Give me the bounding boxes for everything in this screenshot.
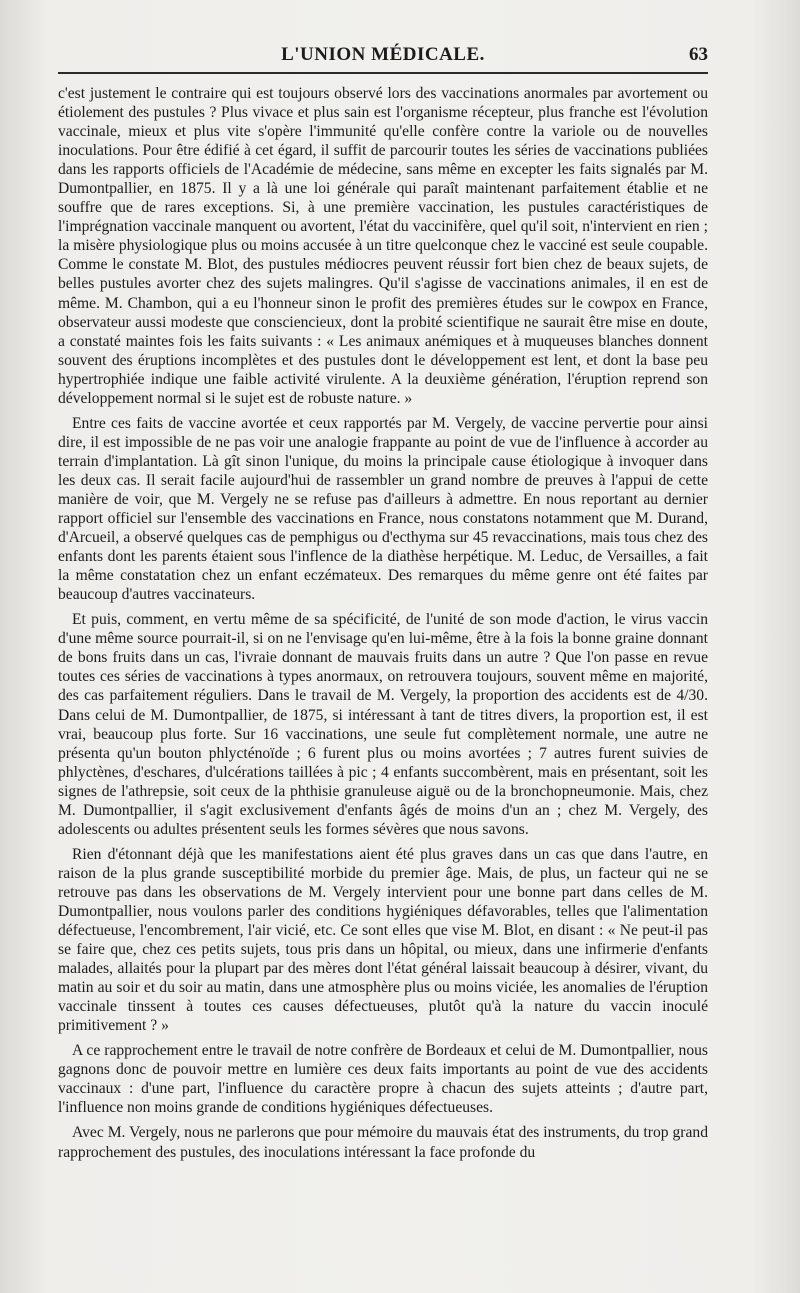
paragraph-5: A ce rapprochement entre le travail de notre confrère de Bordeaux et celui de M. Dumontpallier, nous gagnons donc de pouvoir mettre en lumière ces deux faits importants au point de vue des accidents vaccinaux : d'une part, l'influence du caractère propre à chacun des sujets atteints ; d'autre part, l'influence non moins grande de conditions hygiéniques défectueuses. xyxy=(58,1042,708,1117)
page-header xyxy=(58,38,708,74)
paragraph-3: Et puis, comment, en vertu même de sa spécificité, de l'unité de son mode d'action, le virus vaccin d'une même source pourrait-il, si on ne l'envisage qu'en lui-même, être à la fois la bonne graine donnant de bons fruits dans un cas, l'ivraie donnant de mauvais fruits dans un autre ? Que l'on passe en revue toutes ces séries de vaccinations à types anormaux, on retrouvera toujours, souvent même en majorité, des cas parfaitement réguliers. Dans le travail de M. Vergely, la proportion des accidents est de 4/30. Dans celui de M. Dumontpallier, de 1875, si intéressant à tant de titres divers, la proportion est, il est vrai, beaucoup plus forte. Sur 16 vaccinations, une seule fut complètement normale, une autre ne présenta qu'un bouton phlycténoïde ; 6 furent plus ou moins avortées ; 7 autres furent suivies de phlyctènes, d'eschares, d'ulcérations taillées à pic ; 4 enfants succombèrent, mais en présentant, soit les signes de l'athrepsie, soit ceux de la phthisie granuleuse aiguë ou de la bronchopneumonie. Mais, chez M. Dumontpallier, il s'agit exclusivement d'enfants âgés de moins d'un an ; chez M. Vergely, des adolescents ou adultes présentent seuls les formes sévères que nous savons. xyxy=(58,611,708,838)
paragraph-4: Rien d'étonnant déjà que les manifestations aient été plus graves dans un cas que dans l'autre, en raison de la plus grande susceptibilité morbide du premier âge. Mais, de plus, un facteur qui ne se retrouve pas dans les observations de M. Vergely intervient pour une bonne part dans celles de M. Dumontpallier, nous voulons parler des conditions hygiéniques défavorables, telles que l'alimentation défectueuse, l'encombrement, l'air vicié, etc. Ce sont elles que vise M. Blot, en disant : « Ne peut-il pas se faire que, chez ces petits sujets, tous pris dans un hôpital, ou mieux, dans une infirmerie d'enfants malades, allaités pour la plupart par des mères dont l'état général laissait beaucoup à désirer, vivant, du matin au soir et du soir au matin, dans une atmosphère plus ou moins viciée, les anomalies de l'éruption vaccinale tinssent à toutes ces causes défectueuses, plutôt qu'à la nature du vaccin inoculé primitivement ? » xyxy=(58,845,708,1035)
paragraph-2: Entre ces faits de vaccine avortée et ceux rapportés par M. Vergely, de vaccine pervertie pour ainsi dire, il est impossible de ne pas voir une analogie frappante au point de vue de l'influence à accorder au terrain d'implantation. Là gît sinon l'unique, du moins la principale cause étiologique à invoquer dans les deux cas. Il serait facile aujourd'hui de rassembler un grand nombre de preuves à l'appui de cette manière de voir, que M. Vergely ne se refuse pas d'ailleurs à admettre. En nous reportant au dernier rapport officiel sur l'ensemble des vaccinations en France, nous constatons notamment que M. Durand, d'Arcueil, a observé quelques cas de pemphigus ou d'ecthyma sur 45 revaccinations, mais tous chez des enfants dont les parents étaient sous l'inflence de la diathèse herpétique. M. Leduc, de Versailles, a fait la même constatation chez un enfant eczémateux. Des remarques du même genre ont été faites par beaucoup d'autres vaccinateurs. xyxy=(58,414,708,604)
paragraph-6: Avec M. Vergely, nous ne parlerons que pour mémoire du mauvais état des instruments, du trop grand rapprochement des pustules, des inoculations intéressant la face profonde du xyxy=(58,1124,708,1161)
body-text xyxy=(58,84,708,1162)
page-number: 63 xyxy=(689,44,708,65)
running-title: L'UNION MÉDICALE. xyxy=(281,44,485,65)
paragraph-1: c'est justement le contraire qui est toujours observé lors des vaccinations anormales par avortement ou étiolement des pustules ? Plus vivace et plus sain est l'organisme récepteur, plus franche est l'évolution vaccinale, mieux et plus vite s'opère l'immunité qu'elle confère contre la variole ou de nouvelles inoculations. Pour être édifié à cet égard, il suffit de parcourir toutes les séries de vaccinations publiées dans les rapports officiels de l'Académie de médecine, sans même en excepter les faits signalés par M. Dumontpallier, en 1875. Il y a là une loi générale qui paraît maintenant parfaitement établie et ne souffre que de rares exceptions. Si, à une première vaccination, les pustules caractéristiques de l'imprégnation vaccinale manquent ou avortent, l'état du vaccinifère, quel qu'il soit, n'intervient en rien ; la misère physiologique plus ou moins accusée à un titre quelconque chez le vacciné est seule coupable. Comme le constate M. Blot, des pustules médiocres peuvent réussir fort bien chez de beaux sujets, de belles pustules avorter chez des sujets malingres. Qu'il s'agisse de vaccinations animales, il en est de même. M. Chambon, qui a eu l'honneur sinon le profit des premières études sur le cowpox en France, observateur aussi modeste que consciencieux, dont la probité scientifique ne saurait être mise en doute, a constaté maintes fois les faits suivants : « Les animaux anémiques et à muqueuses blanches donnent souvent des éruptions incomplètes et des pustules dont le développement est lent, et dont la base peu hypertrophiée indique une faible activité virulente. A la deuxième génération, l'éruption reprend son développement normal si le sujet est de robuste nature. » xyxy=(58,85,708,407)
